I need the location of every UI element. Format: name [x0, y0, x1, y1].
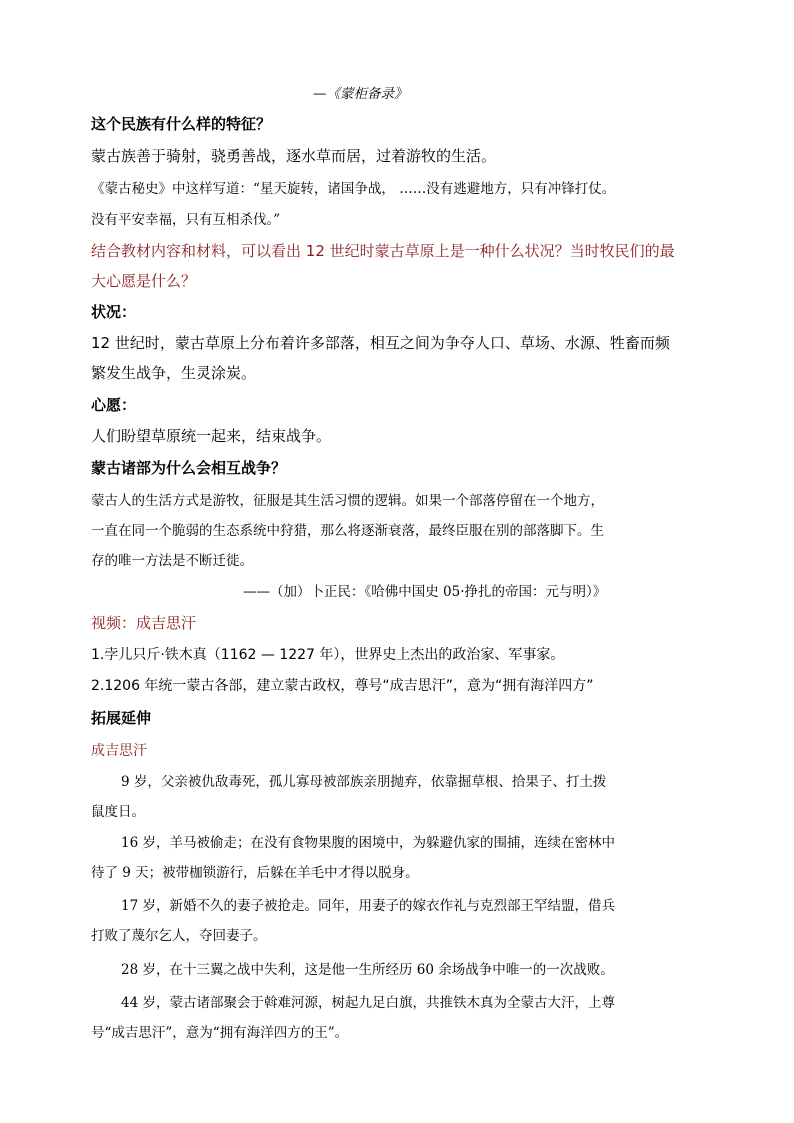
status-label: 状况：	[91, 303, 137, 321]
question-heading-characteristics: 这个民族有什么样的特征？	[91, 115, 272, 133]
extension-paragraph-1-line-2: 鼠度日。	[91, 804, 145, 820]
question-line-1: 结合教材内容和材料，可以看出 12 世纪时蒙古草原上是一种什么状况？当时牧民们的最	[91, 242, 675, 260]
status-text-line-1: 12 世纪时，蒙古草原上分布着许多部落，相互之间为争夺人口、草场、水源、牲畜而频	[91, 334, 670, 352]
extension-heading: 拓展延伸	[91, 709, 152, 727]
question-heading-war-reason: 蒙古诸部为什么会相互战争？	[91, 459, 287, 477]
extension-subheading: 成吉思汗	[91, 743, 147, 759]
quote-secret-history-line-2: 没有平安幸福，只有互相杀伐。”	[91, 212, 281, 228]
extension-paragraph-5-line-1: 44 岁，蒙古诸部聚会于斡难河源，树起九足白旗，共推铁木真为全蒙古大汗，上尊	[121, 995, 615, 1011]
video-point-1: 1.孛儿只斤·铁木真（1162 — 1227 年），世界史上杰出的政治家、军事家。	[91, 647, 565, 663]
video-point-2: 2.1206 年统一蒙古各部，建立蒙古政权，尊号“成吉思汗”，意为“拥有海洋四方”	[91, 678, 594, 694]
extension-paragraph-2-line-2: 待了 9 天；被带枷锁游行，后躲在羊毛中才得以脱身。	[91, 865, 419, 881]
wish-text: 人们盼望草原统一起来，结束战争。	[91, 427, 332, 445]
citation-brook: ——（加）卜正民：《哈佛中国史 05·挣扎的帝国：元与明）》	[243, 584, 607, 600]
quote-brook-line-1: 蒙古人的生活方式是游牧，征服是其生活习惯的逻辑。如果一个部落停留在一个地方，	[91, 493, 604, 509]
status-text-line-2: 繁发生战争，生灵涂炭。	[91, 364, 257, 382]
extension-paragraph-3-line-2: 打败了蔑尔乞人，夺回妻子。	[91, 928, 267, 944]
extension-paragraph-1-line-1: 9 岁，父亲被仇敌毒死，孤儿寡母被部族亲朋抛弃，依靠掘草根、拾果子、打土拨	[121, 774, 607, 790]
extension-paragraph-2-line-1: 16 岁，羊马被偷走；在没有食物果腹的困境中，为躲避仇家的围捕，连续在密林中	[121, 835, 615, 851]
extension-paragraph-3-line-1: 17 岁，新婚不久的妻子被抢走。同年，用妻子的嫁衣作礼与克烈部王罕结盟，借兵	[121, 898, 615, 914]
quote-brook-line-3: 存的唯一方法是不断迁徙。	[91, 553, 253, 569]
extension-paragraph-4-line-1: 28 岁，在十三翼之战中失利，这是他一生所经历 60 余场战争中唯一的一次战败。	[121, 962, 614, 978]
quote-brook-line-2: 一直在同一个脆弱的生态系统中狩猎，那么将逐渐衰落，最终臣服在别的部落脚下。生	[91, 523, 604, 539]
question-line-2: 大心愿是什么？	[91, 272, 197, 290]
wish-label: 心愿：	[91, 396, 137, 414]
quote-secret-history-line-1: 《蒙古秘史》中这样写道：“星天旋转，诸国争战， ……没有逃避地方，只有冲锋打仗。	[91, 181, 616, 197]
source-attribution: —《蒙柜备录》	[313, 86, 408, 102]
video-label: 视频：成吉思汗	[91, 614, 197, 632]
answer-characteristics: 蒙古族善于骑射，骁勇善战，逐水草而居，过着游牧的生活。	[91, 147, 497, 165]
extension-paragraph-5-line-2: 号“成吉思汗”，意为“拥有海洋四方的王”。	[91, 1025, 349, 1041]
